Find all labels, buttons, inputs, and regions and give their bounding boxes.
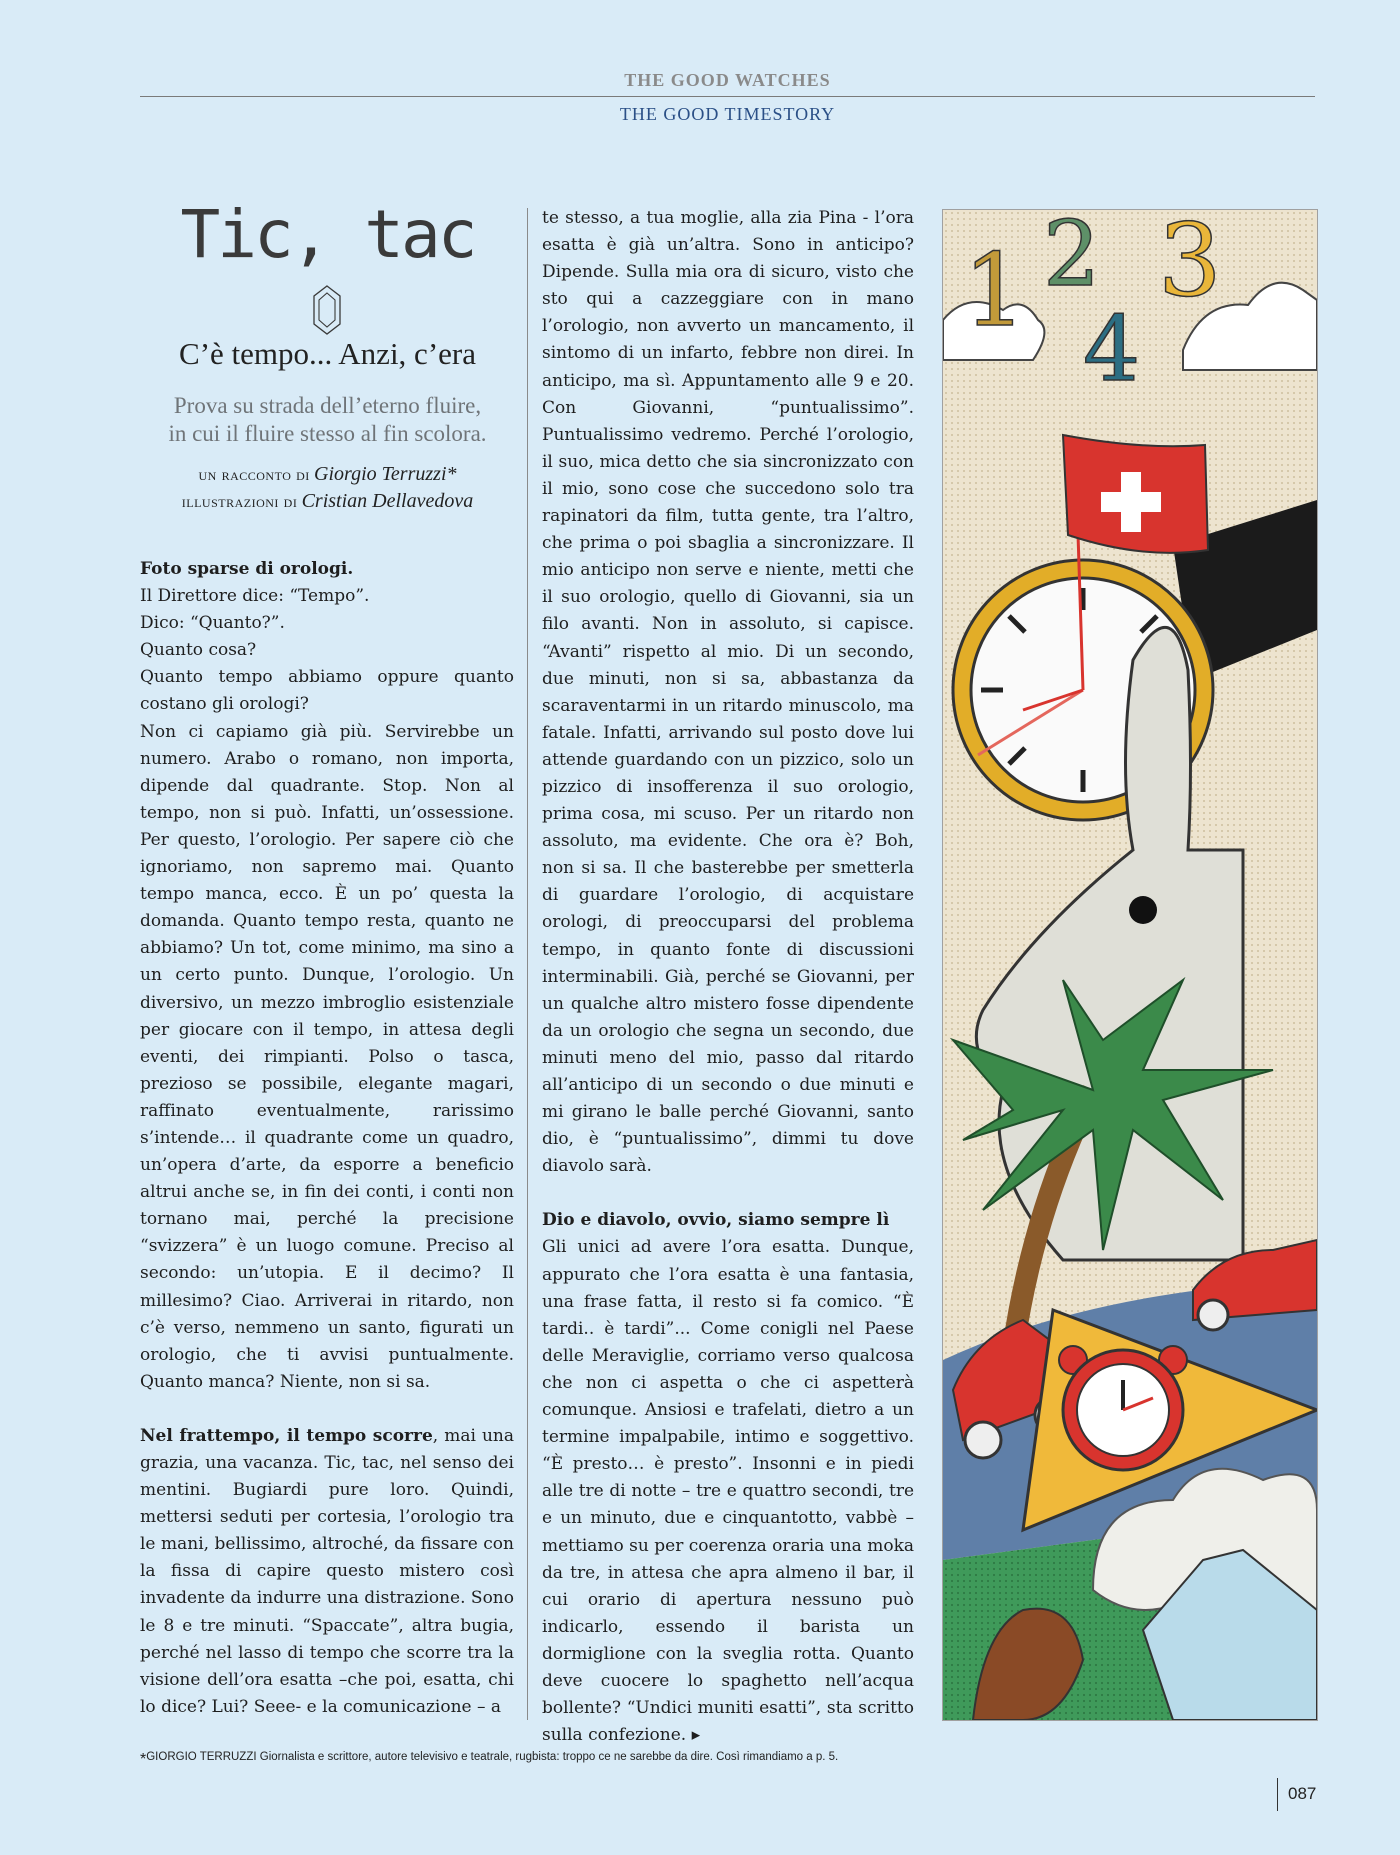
column-divider [527,208,528,1720]
page-number: 087 [1288,1784,1317,1803]
paragraph [140,1423,514,1721]
numeral-4: 4 [1083,297,1141,402]
paragraph [140,556,514,583]
paragraph-text: Quanto cosa? [140,640,257,661]
numeral-3: 3 [1158,209,1222,319]
paragraph-text: Il Direttore dice: “Tempo”. [140,586,370,607]
header-rule [140,96,1315,97]
section-header: THE GOOD WATCHES [624,70,831,90]
article-subtitle: C’è tempo... Anzi, c’era [179,336,476,371]
paragraph-text: Gli unici ad avere l’ora esatta. Dunque, appurato che l’ora esatta è una fantasia, una frase fatta, il resto si fa comico. “È tardi.. è tardi”... Come conigli nel Paese delle Meraviglie, corriamo verso qualcosa che non ci aspetta o che ci aspetterà comunque. Ansiosi e trafelati, dietro a un termine impalpabile, intimo e soggettivo. “È presto… è presto”. Insonni e in piedi alle tre di notte – tre e quattro secondi, tre e un minuto, due e cinquantotto, vabbè – mettiamo su per coerenza oraria una moka da tre, in attesa che apra almeno il bar, il cui orario di apertura nessuno può indicarlo, essendo il barista un dormiglione con la sveglia rotta. Quanto deve cuocere lo spaghetto nell’acqua bollente? “Undici muniti esatti”, sta scritto sulla confezione. ▸ [542,1237,914,1746]
paragraph-lead: Nel frattempo, il tempo scorre [140,1425,433,1446]
paragraph-text: Non ci capiamo già più. Servirebbe un numero. Arabo o romano, non importa, dipende dal quadrante. Stop. Non al tempo, non si può. Infatti, un’ossessione. Per questo, l’orologio. Per sapere ciò che ignoriamo, non sapremo mai. Quanto tempo manca, ecco. È un po’ questa la domanda. Quanto tempo resta, quanto ne abbiamo? Un tot, come minimo, ma sino a un certo punto. Dunque, l’orologio. Un diversivo, un mezzo imbroglio esistenziale per giocare con il tempo, in attesa degli eventi, dei rimpianti. Polso o tasca, prezioso se possibile, elegante magari, raffinato eventualmente, rarissimo s’intende… il quadrante come un quadro, un’opera d’arte, da esporre a beneficio altrui anche se, in fin dei conti, i conti non tornano mai, perché la precisione “svizzera” è un luogo comune. Preciso al secondo: un’utopia. E il decimo? Il millesimo? Ciao. Arriverai in ritardo, non c’è verso, nemmeno un santo, figurati un orologio, che ti avvisi puntualmente. Quanto manca? Niente, non si sa. [140,721,514,1392]
paragraph [140,719,514,1396]
illustration [942,209,1318,1721]
article-deck [140,392,515,448]
paragraph [140,583,514,610]
paragraph-gap [140,1396,514,1423]
paragraph-gap [542,1180,914,1207]
credit-label: un racconto di [198,465,310,484]
article-column-2 [542,205,914,1749]
paragraph-text: , mai una grazia, una vacanza. Tic, tac, nel senso dei mentini. Bugiardi pure loro. Quindi, mettersi seduti per cortesia, l’orologio tra le mani, bellissimo, altroché, da fissare con la fissa di capire questo mistero così invadente da indurre una distrazione. Sono le 8 e tre minuti. “Spaccate”, altra bugia, perché nel lasso di tempo che scorre tra la visione dell’ora esatta –che poi, esatta, chi lo dice? Lui? Seee- e la comunicazione – a [140,1425,514,1717]
footnote-marker: * [140,1751,147,1768]
numeral-2: 2 [1043,209,1101,307]
numeral-1: 1 [963,232,1027,349]
paragraph-lead: Dio e diavolo, ovvio, siamo sempre lì [542,1210,890,1231]
illustrator-name: Cristian Dellavedova [301,490,474,512]
credit-label: illustrazioni di [181,492,298,511]
paragraph-lead: Foto sparse di orologi. [140,559,354,579]
alarm-clock-icon [1059,1346,1187,1470]
article-column-1 [140,556,514,1721]
hexagon-ornament-icon [311,284,343,336]
paragraph [140,610,514,637]
swiss-flag-icon [1063,435,1208,553]
paragraph-text: te stesso, a tua moglie, alla zia Pina - l’ora esatta è già un’altra. Sono in anticipo? Dipende. Sulla mia ora di sicuro, visto che sto qui a cazzeggiare con in mano l’orologio, non avverto un mancamento, il sintomo di un infarto, febbre non direi. In anticipo, ma sì. Appuntamento alle 9 e 20. Con Giovanni, “puntualissimo”. Puntualissimo vedremo. Perché l’orologio, il suo, mica detto che sia sincronizzato con il mio, sono cose che succedono solo tra rapinatori da film, tutta gente, tra l’altro, che prima o poi sbaglia a sincronizzare. Il mio anticipo non serve e niente, metti che il suo orologio, quello di Giovanni, sia un filo avanti. Non in assoluto, si capisce. “Avanti” rispetto al mio. Di un secondo, due minuti, non si sa, abbastanza da scaraventarmi in un ritardo minuscolo, ma fatale. Infatti, arrivando sul posto dove lui attende guardando con un pizzico, solo un pizzico di insofferenza il suo orologio, prima cosa, mi scuso. Per un ritardo non assoluto, ma evidente. Che ora è? Boh, non si sa. Il che basterebbe per smetterla di guardare l’orologio, di acquistare orologi, di preoccuparsi del problema tempo, in quanto fonte di discussioni interminabili. Già, perché se Giovanni, per un qualche altro mistero fosse dipendente da un orologio che segna un secondo, due minuti meno del mio, passo dal ritardo all’anticipo di un secondo o due minuti e mi girano le balle perché Giovanni, santo dio, è “puntualissimo”, dimmi tu dove diavolo sarà. [542,208,914,1177]
author-name: Giorgio Terruzzi* [314,463,457,485]
footnote-text: GIORGIO TERRUZZI Giornalista e scrittore, autore televisivo e teatrale, rugbista: troppo ce ne sarebbe da dire. Così rimandiamo a p. 5. [146,1751,839,1763]
paragraph [140,637,514,664]
paragraph-text: Quanto tempo abbiamo oppure quanto costano gli orologi? [140,667,514,715]
article-title: Tic, tac [180,196,475,273]
illustrator-credit [140,490,515,513]
subsection-header: THE GOOD TIMESTORY [619,104,836,124]
deck-line: Prova su strada dell’eterno fluire, [173,393,482,418]
deck-line: in cui il fluire stesso al fin scolora. [168,421,487,446]
paragraph [140,664,514,718]
paragraph-text: Dico: “Quanto?”. [140,613,285,634]
footnote [140,1751,838,1769]
paragraph [542,1234,914,1749]
page-number-rule [1277,1778,1278,1811]
paragraph [542,1207,914,1234]
author-credit [140,463,515,486]
paragraph [542,205,914,1180]
